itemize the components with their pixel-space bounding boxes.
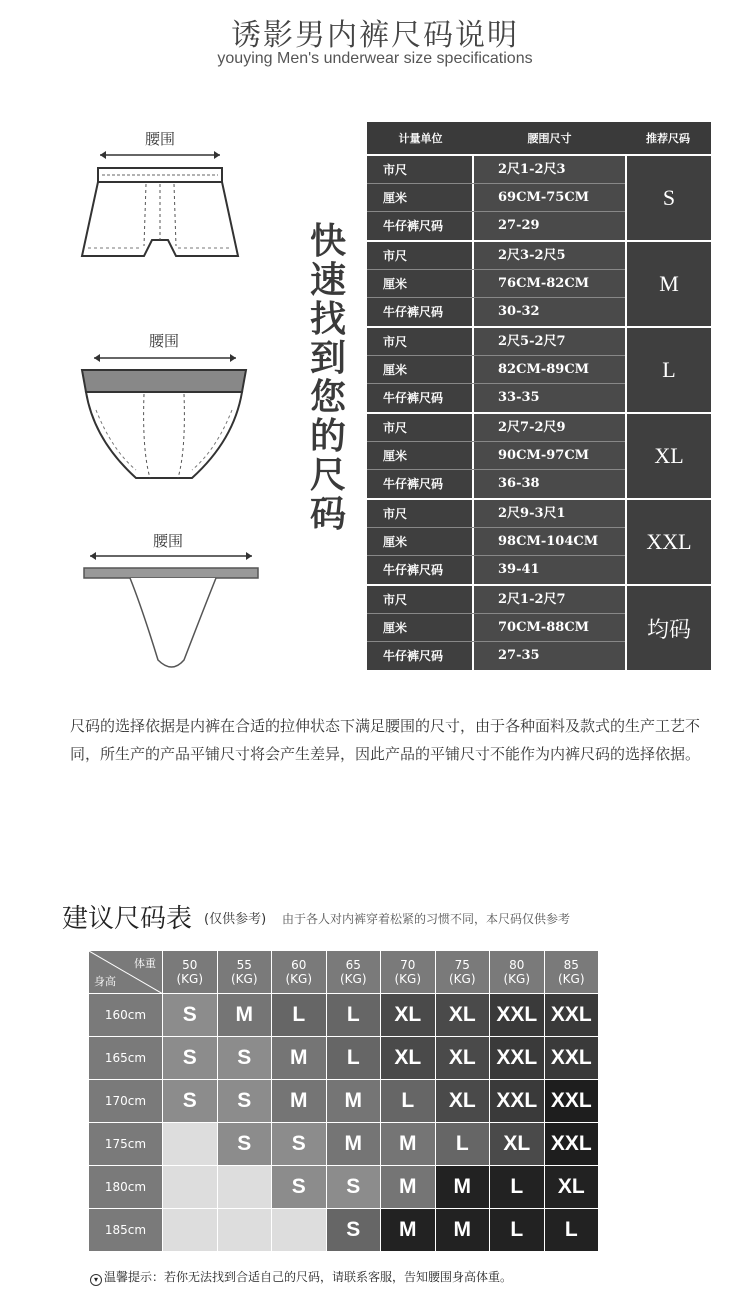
header-unit: 计量单位 — [398, 132, 443, 145]
waist-value-cell: 27-29 — [474, 212, 625, 240]
height-row — [89, 1080, 599, 1123]
size-cell: XL — [436, 1037, 491, 1080]
recommended-size-cell: XXL — [625, 500, 711, 584]
size-cell: XXL — [545, 1123, 600, 1166]
size-cell: XL — [436, 994, 491, 1037]
unit-cell: 厘米 — [367, 442, 474, 469]
recommended-size-cell: S — [625, 156, 711, 240]
weight-column-header — [490, 951, 545, 994]
waist-value-cell: 2尺9-3尺1 — [474, 500, 625, 527]
weight-value: 50 — [182, 958, 198, 972]
recommended-size-cell: M — [625, 242, 711, 326]
size-row — [367, 384, 625, 412]
size-cell: XXL — [490, 1037, 545, 1080]
size-row — [367, 356, 625, 384]
height-label: 175cm — [89, 1123, 163, 1166]
size-row — [367, 614, 625, 642]
waist-value-cell: 33-35 — [474, 384, 625, 412]
unit-cell: 牛仔裤尺码 — [367, 298, 474, 326]
size-row — [367, 470, 625, 498]
size-row — [367, 298, 625, 326]
unit-cell: 厘米 — [367, 184, 474, 211]
size-cell — [163, 1166, 218, 1209]
size-cell: S — [163, 994, 218, 1037]
size-row — [367, 414, 625, 442]
weight-value: 80 — [509, 958, 525, 972]
chevron-down-circle-icon: ▾ — [90, 1274, 102, 1286]
page-title: 诱影男内裤尺码说明 — [231, 18, 519, 53]
size-cell: L — [545, 1209, 600, 1252]
size-cell: S — [218, 1080, 273, 1123]
weight-value: 85 — [563, 958, 579, 972]
size-cell: XL — [381, 994, 436, 1037]
waist-value-cell: 36-38 — [474, 470, 625, 498]
size-cell: M — [218, 994, 273, 1037]
size-cell: L — [327, 994, 382, 1037]
size-cell: XXL — [545, 1080, 600, 1123]
corner-height-label: 身高 — [94, 975, 116, 988]
waist-label-boxer: 腰围 — [144, 130, 175, 148]
size-row — [367, 242, 625, 270]
size-group — [367, 500, 711, 584]
unit-cell: 牛仔裤尺码 — [367, 470, 474, 498]
size-cell: M — [272, 1080, 327, 1123]
unit-cell: 厘米 — [367, 614, 474, 641]
height-label: 160cm — [89, 994, 163, 1037]
unit-cell: 厘米 — [367, 270, 474, 297]
size-group — [367, 328, 711, 412]
size-row — [367, 586, 625, 614]
size-cell: XXL — [490, 994, 545, 1037]
weight-unit: (KG) — [557, 972, 585, 986]
size-selection-note: 尺码的选择依据是内裤在合适的拉伸状态下满足腰围的尺寸，由于各种面料及款式的生产工艺不同，所生产的产品平铺尺寸将会产生差异，因此产品的平铺尺寸不能作为内裤尺码的选择依据。 — [70, 717, 701, 763]
weight-unit: (KG) — [394, 972, 422, 986]
recommend-reference-only: (仅供参考) — [204, 912, 267, 927]
waist-value-cell: 2尺1-2尺3 — [474, 156, 625, 183]
size-cell: L — [381, 1080, 436, 1123]
brief-illustration — [64, 350, 264, 490]
unit-cell: 市尺 — [367, 414, 474, 441]
size-row — [367, 212, 625, 240]
size-cell: S — [327, 1166, 382, 1209]
unit-cell: 市尺 — [367, 328, 474, 355]
size-cell: XXL — [490, 1080, 545, 1123]
size-group — [367, 242, 711, 326]
recommend-title: 建议尺码表 — [62, 904, 193, 934]
weight-column-header — [327, 951, 382, 994]
waist-value-cell: 98CM-104CM — [474, 528, 625, 555]
waist-value-cell: 76CM-82CM — [474, 270, 625, 297]
waist-value-cell: 70CM-88CM — [474, 614, 625, 641]
size-cell: M — [436, 1166, 491, 1209]
weight-unit: (KG) — [176, 972, 204, 986]
height-label: 165cm — [89, 1037, 163, 1080]
weight-unit: (KG) — [230, 972, 258, 986]
waist-value-cell: 69CM-75CM — [474, 184, 625, 211]
height-row — [89, 1209, 599, 1252]
size-cell: S — [272, 1123, 327, 1166]
recommend-size-grid — [89, 951, 599, 1252]
size-cell: S — [327, 1209, 382, 1252]
size-row — [367, 528, 625, 556]
size-cell — [272, 1209, 327, 1252]
height-row — [89, 1166, 599, 1209]
height-row — [89, 994, 599, 1037]
size-cell: XL — [545, 1166, 600, 1209]
size-table-header — [367, 122, 711, 154]
unit-cell: 牛仔裤尺码 — [367, 384, 474, 412]
size-cell: M — [272, 1037, 327, 1080]
size-cell: XL — [436, 1080, 491, 1123]
size-row — [367, 328, 625, 356]
weight-value: 60 — [291, 958, 307, 972]
unit-cell: 厘米 — [367, 528, 474, 555]
weight-unit: (KG) — [339, 972, 367, 986]
size-cell: M — [381, 1123, 436, 1166]
unit-cell: 市尺 — [367, 500, 474, 527]
size-cell — [163, 1123, 218, 1166]
weight-column-header — [272, 951, 327, 994]
size-row — [367, 642, 625, 670]
size-cell: L — [272, 994, 327, 1037]
weight-value: 75 — [454, 958, 470, 972]
size-row — [367, 184, 625, 212]
size-cell: L — [436, 1123, 491, 1166]
size-cell: L — [327, 1037, 382, 1080]
recommended-size-cell: XL — [625, 414, 711, 498]
waist-value-cell: 90CM-97CM — [474, 442, 625, 469]
grid-corner — [89, 951, 163, 994]
boxer-illustration — [60, 148, 260, 288]
weight-column-header — [381, 951, 436, 994]
waist-value-cell: 2尺1-2尺7 — [474, 586, 625, 613]
size-cell — [218, 1209, 273, 1252]
weight-value: 70 — [400, 958, 416, 972]
size-specification-table — [367, 122, 711, 670]
size-row — [367, 156, 625, 184]
size-cell: XL — [381, 1037, 436, 1080]
size-cell: S — [272, 1166, 327, 1209]
recommended-size-cell: L — [625, 328, 711, 412]
weight-unit: (KG) — [448, 972, 476, 986]
size-cell: XXL — [545, 994, 600, 1037]
size-cell: XL — [490, 1123, 545, 1166]
size-group — [367, 414, 711, 498]
height-label: 170cm — [89, 1080, 163, 1123]
size-row — [367, 442, 625, 470]
height-row — [89, 1123, 599, 1166]
tip-label: 温馨提示： — [104, 1270, 165, 1284]
weight-unit: (KG) — [285, 972, 313, 986]
size-cell — [163, 1209, 218, 1252]
size-cell: M — [436, 1209, 491, 1252]
waist-label-thong: 腰围 — [152, 532, 183, 550]
weight-column-header — [545, 951, 600, 994]
warm-tip — [90, 1268, 512, 1286]
size-cell: L — [490, 1209, 545, 1252]
thong-illustration — [76, 548, 266, 678]
height-label: 180cm — [89, 1166, 163, 1209]
corner-weight-label: 体重 — [134, 957, 156, 970]
weight-column-header — [436, 951, 491, 994]
waist-value-cell: 30-32 — [474, 298, 625, 326]
unit-cell: 牛仔裤尺码 — [367, 556, 474, 584]
unit-cell: 市尺 — [367, 242, 474, 269]
size-cell: XXL — [545, 1037, 600, 1080]
waist-value-cell: 27-35 — [474, 642, 625, 670]
page-subtitle: youying Men's underwear size specifications — [217, 50, 533, 67]
waist-value-cell: 82CM-89CM — [474, 356, 625, 383]
size-group — [367, 586, 711, 670]
size-row — [367, 500, 625, 528]
waist-value-cell: 2尺3-2尺5 — [474, 242, 625, 269]
height-label: 185cm — [89, 1209, 163, 1252]
header-waist: 腰围尺寸 — [527, 132, 572, 145]
size-cell: S — [218, 1037, 273, 1080]
weight-value: 55 — [236, 958, 252, 972]
size-cell: M — [381, 1209, 436, 1252]
size-row — [367, 270, 625, 298]
size-group — [367, 156, 711, 240]
find-your-size-vertical-text: 快 速 找 到 您 的 尺 码 — [309, 220, 346, 535]
unit-cell: 市尺 — [367, 586, 474, 613]
unit-cell: 厘米 — [367, 356, 474, 383]
size-cell: M — [327, 1080, 382, 1123]
recommend-note: 由于各人对内裤穿着松紧的习惯不同，本尺码仅供参考 — [282, 912, 571, 926]
waist-label-brief: 腰围 — [148, 332, 179, 350]
waist-value-cell: 39-41 — [474, 556, 625, 584]
weight-column-header — [163, 951, 218, 994]
height-row — [89, 1037, 599, 1080]
weight-column-header — [218, 951, 273, 994]
size-cell: S — [218, 1123, 273, 1166]
tip-text: 若你无法找到合适自己的尺码，请联系客服，告知腰围身高体重。 — [164, 1270, 513, 1284]
weight-value: 65 — [345, 958, 361, 972]
waist-value-cell: 2尺5-2尺7 — [474, 328, 625, 355]
header-recommended: 推荐尺码 — [646, 132, 690, 145]
size-cell: S — [163, 1080, 218, 1123]
size-cell: S — [163, 1037, 218, 1080]
weight-unit: (KG) — [503, 972, 531, 986]
unit-cell: 市尺 — [367, 156, 474, 183]
recommended-size-cell: 均码 — [625, 586, 711, 670]
unit-cell: 牛仔裤尺码 — [367, 212, 474, 240]
size-row — [367, 556, 625, 584]
size-cell — [218, 1166, 273, 1209]
size-cell: L — [490, 1166, 545, 1209]
unit-cell: 牛仔裤尺码 — [367, 642, 474, 670]
waist-value-cell: 2尺7-2尺9 — [474, 414, 625, 441]
size-cell: M — [327, 1123, 382, 1166]
size-cell: M — [381, 1166, 436, 1209]
